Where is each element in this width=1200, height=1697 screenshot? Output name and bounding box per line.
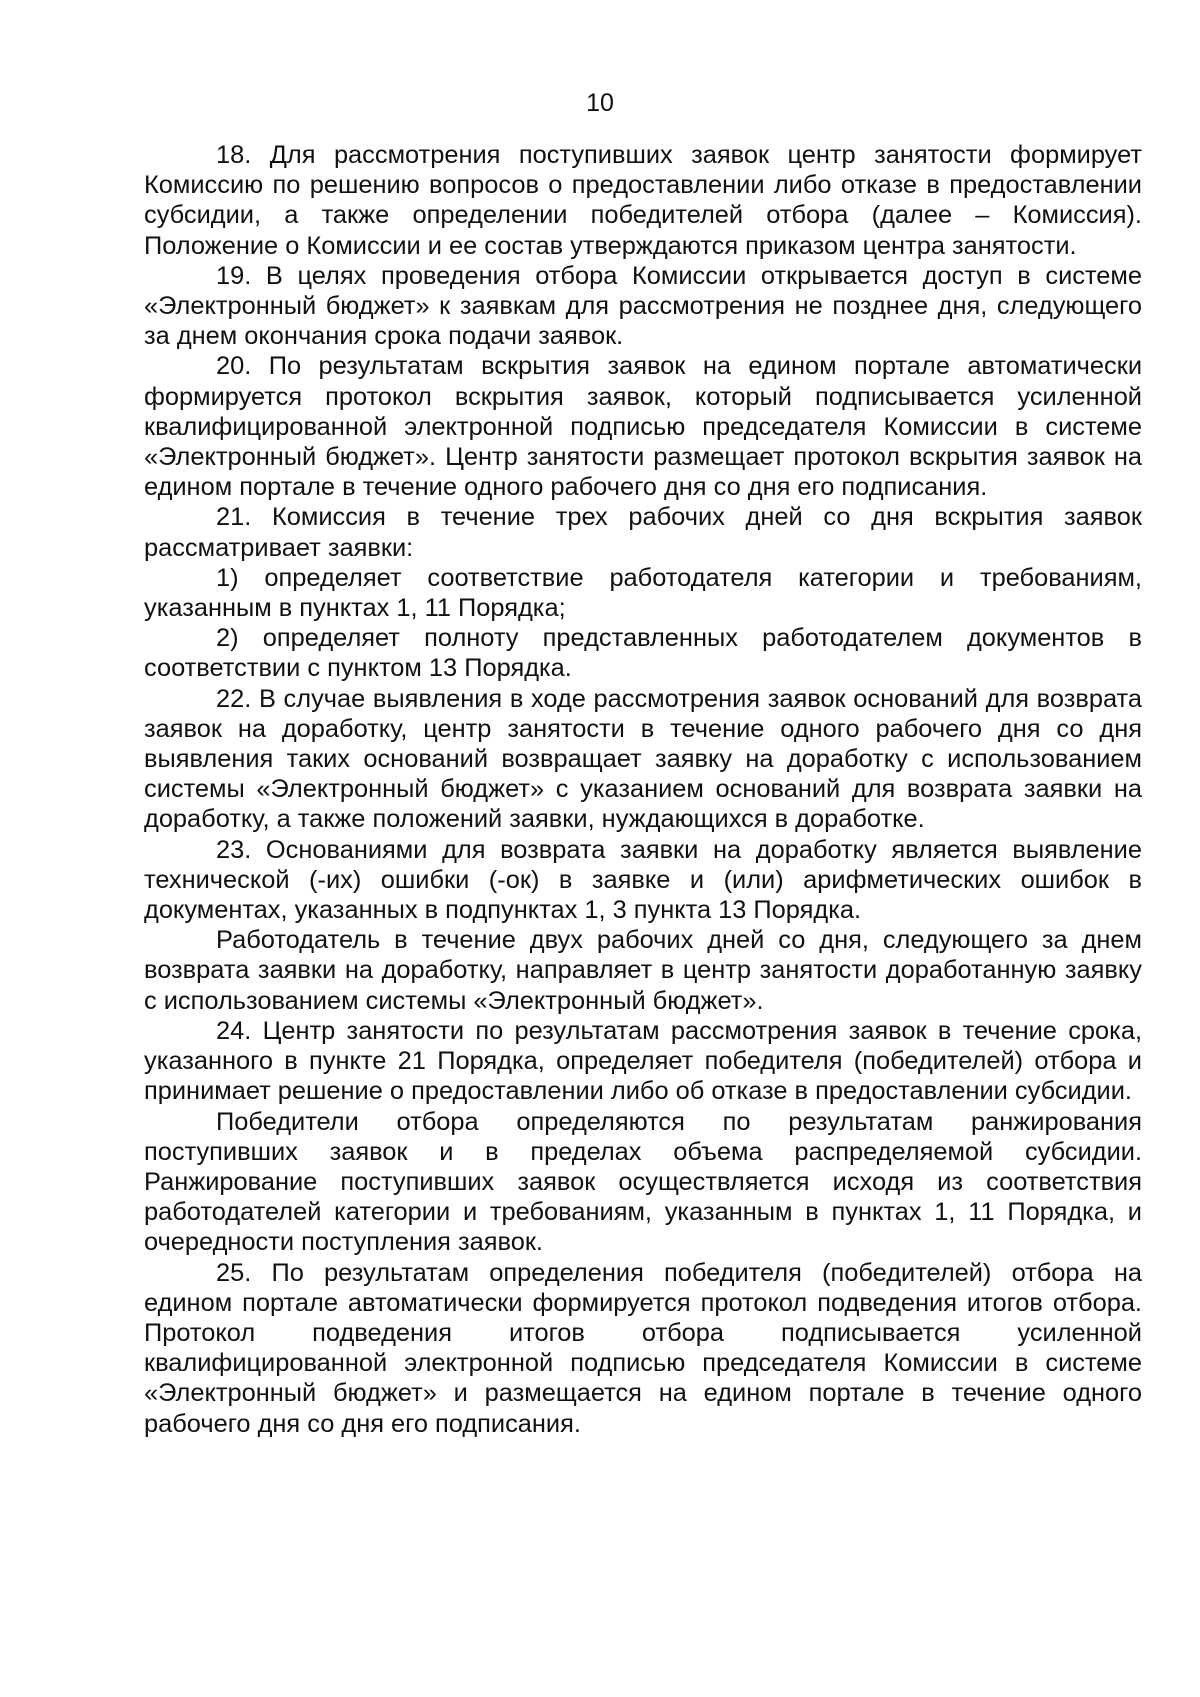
- paragraph-24: 24. Центр занятости по результатам рассмотрения заявок в течение срока, указанного в пункте 21 Порядка, определяет победителя (победителей) отбора и принимает решение о предоставлении либо об отказе в предоставлении субсидии.: [144, 1016, 1142, 1106]
- paragraph-19: 19. В целях проведения отбора Комиссии открывается доступ в системе «Электронный бюджет» к заявкам для рассмотрения не позднее дня, следующего за днем окончания срока подачи заявок.: [144, 261, 1142, 351]
- paragraph-23: 23. Основаниями для возврата заявки на доработку является выявление технической (-их) ошибки (-ок) в заявке и (или) арифметических ошибок в документах, указанных в подпунктах 1, 3 пункта 13 Порядка.: [144, 835, 1142, 925]
- page-number: 10: [586, 89, 614, 117]
- paragraph-23-continued: Работодатель в течение двух рабочих дней со дня, следующего за днем возврата заявки на доработку, направляет в центр занятости доработанную заявку с использованием системы «Электронный бюджет».: [144, 926, 1142, 1015]
- document-body: [144, 140, 1142, 1439]
- paragraph-21: 21. Комиссия в течение трех рабочих дней со дня вскрытия заявок рассматривает заявки:: [144, 503, 1142, 562]
- paragraph-25: 25. По результатам определения победителя (победителей) отбора на едином портале автоматически формируется протокол подведения итогов отбора. Протокол подведения итогов отбора подписывается усиленной квалифицированной электронной подписью председателя Комиссии в системе «Электронный бюджет» и размещается на едином портале в течение одного рабочего дня со дня его подписания.: [144, 1258, 1142, 1438]
- paragraph-18: 18. Для рассмотрения поступивших заявок центр занятости формирует Комиссию по решению вопросов о предоставлении либо отказе в предоставлении субсидии, а также определении победителей отбора (далее – Комиссия). Положение о Комиссии и ее состав утверждаются приказом центра занятости.: [144, 141, 1142, 260]
- paragraph-22: 22. В случае выявления в ходе рассмотрения заявок оснований для возврата заявок на доработку, центр занятости в течение одного рабочего дня со дня выявления таких оснований возвращает заявку на доработку с использованием системы «Электронный бюджет» с указанием оснований для возврата заявки на доработку, а также положений заявки, нуждающихся в доработке.: [144, 684, 1142, 834]
- paragraph-20: 20. По результатам вскрытия заявок на едином портале автоматически формируется протокол вскрытия заявок, который подписывается усиленной квалифицированной электронной подписью председателя Комиссии в системе «Электронный бюджет». Центр занятости размещает протокол вскрытия заявок на едином портале в течение одного рабочего дня со дня его подписания.: [144, 352, 1142, 502]
- paragraph-21-item-1: 1) определяет соответствие работодателя категории и требованиям, указанным в пунктах 1, 11 Порядка;: [144, 563, 1142, 623]
- paragraph-21-item-2: 2) определяет полноту представленных работодателем документов в соответствии с пунктом 13 Порядка.: [144, 624, 1142, 683]
- paragraph-24-continued: Победители отбора определяются по результатам ранжирования поступивших заявок и в пределах объема распределяемой субсидии. Ранжирование поступивших заявок осуществляется исходя из соответствия работодателей категории и требованиям, указанным в пунктах 1, 11 Порядка, и очередности поступления заявок.: [144, 1107, 1142, 1257]
